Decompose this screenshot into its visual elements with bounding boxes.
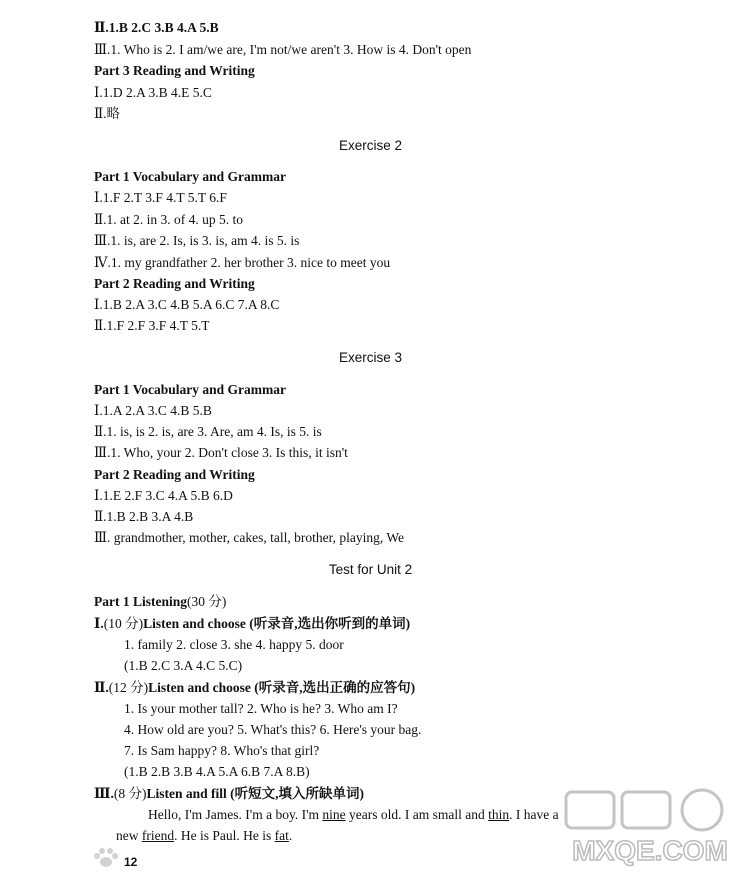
answer-line: Ⅱ.1.B 2.C 3.B 4.A 5.B — [94, 20, 219, 35]
answer-line: Ⅲ.1. Who is 2. I am/we are, I'm not/we aren't 3. How is 4. Don't open — [94, 42, 472, 57]
question-heading — [94, 786, 364, 802]
question-heading — [94, 616, 410, 632]
answer-line: Ⅱ.1. at 2. in 3. of 4. up 5. to — [94, 212, 244, 227]
section-heading: Part 1 Vocabulary and Grammar — [94, 382, 286, 397]
answer-line: 4. How old are you? 5. What's this? 6. Here's your bag. — [124, 722, 422, 737]
filled-word: fat — [274, 828, 289, 843]
answer-line: Ⅰ.1.B 2.A 3.C 4.B 5.A 6.C 7.A 8.C — [94, 297, 280, 312]
section-heading: Part 2 Reading and Writing — [94, 276, 255, 291]
answer-line: 1. Is your mother tall? 2. Who is he? 3. Who am I? — [124, 701, 398, 716]
roman-numeral: Ⅲ. — [94, 786, 114, 801]
answer-line: Ⅲ. grandmother, mother, cakes, tall, brother, playing, We — [94, 530, 404, 545]
part-label: Part 1 Listening — [94, 594, 187, 609]
answer-line: Ⅰ.1.D 2.A 3.B 4.E 5.C — [94, 85, 212, 100]
answer-line: Ⅰ.1.A 2.A 3.C 4.B 5.B — [94, 403, 212, 418]
watermark-text: MXQE.COM — [572, 835, 728, 866]
answer-line: 1. family 2. close 3. she 4. happy 5. door — [124, 637, 344, 652]
answer-line: (1.B 2.C 3.A 4.C 5.C) — [124, 658, 243, 673]
score-label: (12 分) — [108, 680, 149, 695]
filled-word: thin — [488, 807, 510, 822]
section-heading: Part 1 Vocabulary and Grammar — [94, 169, 286, 184]
answer-line: 7. Is Sam happy? 8. Who's that girl? — [124, 743, 320, 758]
section-heading: Part 2 Reading and Writing — [94, 467, 255, 482]
answer-line: Ⅳ.1. my grandfather 2. her brother 3. nice to meet you — [94, 255, 391, 270]
section-heading — [94, 594, 226, 610]
roman-numeral: Ⅱ. — [94, 680, 109, 695]
answer-line: (1.B 2.B 3.B 4.A 5.A 6.B 7.A 8.B) — [124, 764, 310, 779]
question-heading — [94, 680, 415, 696]
filled-word: friend — [141, 828, 175, 843]
answer-line: Ⅲ.1. Who, your 2. Don't close 3. Is this, it isn't — [94, 445, 348, 460]
filled-word: nine — [322, 807, 346, 822]
score-label: (10 分) — [103, 616, 144, 631]
score-label: (8 分) — [113, 786, 147, 801]
instruction: Listen and fill (听短文,填入所缺单词) — [146, 786, 364, 801]
answer-line: Ⅰ.1.F 2.T 3.F 4.T 5.T 6.F — [94, 190, 227, 205]
watermark-logo — [560, 780, 740, 870]
answer-line: Ⅲ.1. is, are 2. Is, is 3. is, am 4. is 5. is — [94, 233, 300, 248]
paw-icon — [92, 847, 120, 869]
passage-line: Hello, I'm James. I'm a boy. I'm nine years old. I am small and thin. I have a — [148, 807, 559, 822]
passage-line: new friend. He is Paul. He is fat. — [116, 828, 293, 843]
score-label: (30 分) — [187, 594, 227, 609]
answer-line: Ⅱ.1.F 2.F 3.F 4.T 5.T — [94, 318, 210, 333]
page-number: 12 — [124, 855, 138, 869]
instruction: Listen and choose (听录音,选出正确的应答句) — [148, 680, 416, 695]
answer-line: Ⅰ.1.E 2.F 3.C 4.A 5.B 6.D — [94, 488, 233, 503]
answer-line: Ⅱ.1.B 2.B 3.A 4.B — [94, 509, 194, 524]
answer-line: Ⅱ.略 — [94, 106, 121, 121]
instruction: Listen and choose (听录音,选出你听到的单词) — [143, 616, 411, 631]
exercise-title: Exercise 2 — [338, 138, 403, 153]
section-heading: Part 3 Reading and Writing — [94, 63, 255, 78]
test-title: Test for Unit 2 — [328, 562, 413, 577]
roman-numeral: Ⅰ. — [94, 616, 104, 631]
answer-line: Ⅱ.1. is, is 2. is, are 3. Are, am 4. Is, is 5. is — [94, 424, 322, 439]
exercise-title: Exercise 3 — [338, 350, 403, 365]
